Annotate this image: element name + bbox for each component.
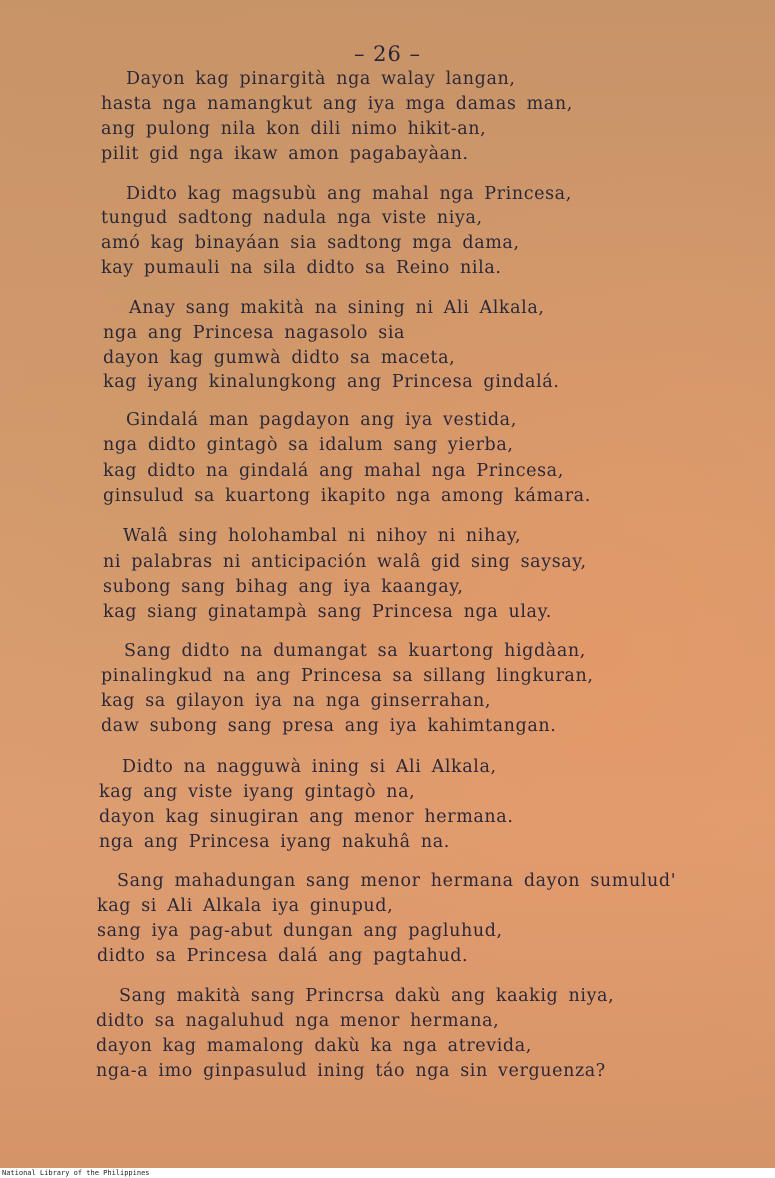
verse-line: Sang makità sang Princrsa dakù ang kaakig niya, — [119, 986, 615, 1006]
verse-line: pinalingkud na ang Princesa sa sillang lingkuran, — [101, 666, 594, 686]
verse-line: kag sa gilayon iya na nga ginserrahan, — [101, 691, 491, 711]
footer-strip — [0, 1168, 775, 1178]
verse-line: kag iyang kinalungkong ang Princesa gindalá. — [103, 372, 560, 392]
verse-line: daw subong sang presa ang iya kahimtangan. — [101, 716, 557, 736]
verse-line: dayon kag sinugiran ang menor hermana. — [99, 807, 514, 827]
verse-line: ang pulong nila kon dili nimo hikit-an, — [101, 119, 487, 139]
verse-line: Sang mahadungan sang menor hermana dayon sumulud' — [117, 871, 677, 891]
verse-line: Sang didto na dumangat sa kuartong higdàan, — [124, 641, 586, 661]
verse-line: kag didto na gindalá ang mahal nga Princesa, — [103, 461, 564, 481]
verse-line: Dayon kag pinargità nga walay langan, — [126, 69, 516, 89]
verse-line: Walâ sing holohambal ni nihoy ni nihay, — [123, 526, 522, 546]
library-credit: National Library of the Philippines — [2, 1169, 150, 1177]
verse-line: ginsulud sa kuartong ikapito nga among kámara. — [103, 486, 591, 506]
verse-line: kag si Ali Alkala iya ginupud, — [97, 896, 394, 916]
verse-line: Gindalá man pagdayon ang iya vestida, — [126, 410, 517, 430]
verse-line: ni palabras ni anticipación walâ gid sing saysay, — [103, 552, 587, 572]
verse-line: Anay sang makità na sining ni Ali Alkala, — [129, 298, 545, 318]
verse-line: subong sang bihag ang iya kaangay, — [103, 577, 464, 597]
verse-line: didto sa Princesa dalá ang pagtahud. — [97, 946, 469, 966]
verse-line: nga didto gintagò sa idalum sang yierba, — [103, 435, 514, 455]
verse-line: nga-a imo ginpasulud ining táo nga sin verguenza? — [96, 1061, 606, 1081]
verse-line: Didto na nagguwà ining si Ali Alkala, — [122, 757, 497, 777]
verse-line: nga ang Princesa nagasolo sia — [103, 323, 406, 343]
verse-line: tungud sadtong nadula nga viste niya, — [101, 208, 483, 228]
verse-line: dayon kag mamalong dakù ka nga atrevida, — [96, 1036, 532, 1056]
verse-line: kag ang viste iyang gintagò na, — [99, 782, 416, 802]
verse-line: Didto kag magsubù ang mahal nga Princesa, — [126, 184, 572, 204]
verse-line: nga ang Princesa iyang nakuhâ na. — [99, 832, 450, 852]
verse-line: pilit gid nga ikaw amon pagabayàan. — [101, 144, 469, 164]
verse-line: kag siang ginatampà sang Princesa nga ulay. — [103, 602, 552, 622]
verse-line: kay pumauli na sila didto sa Reino nila. — [101, 258, 502, 278]
verse-line: amó kag binayáan sia sadtong mga dama, — [101, 233, 520, 253]
verse-line: dayon kag gumwà didto sa maceta, — [103, 348, 456, 368]
page-number: – 26 – — [353, 42, 422, 66]
verse-line: sang iya pag-abut dungan ang pagluhud, — [97, 921, 503, 941]
verse-line: hasta nga namangkut ang iya mga damas man, — [101, 94, 573, 114]
verse-line: didto sa nagaluhud nga menor hermana, — [96, 1011, 500, 1031]
